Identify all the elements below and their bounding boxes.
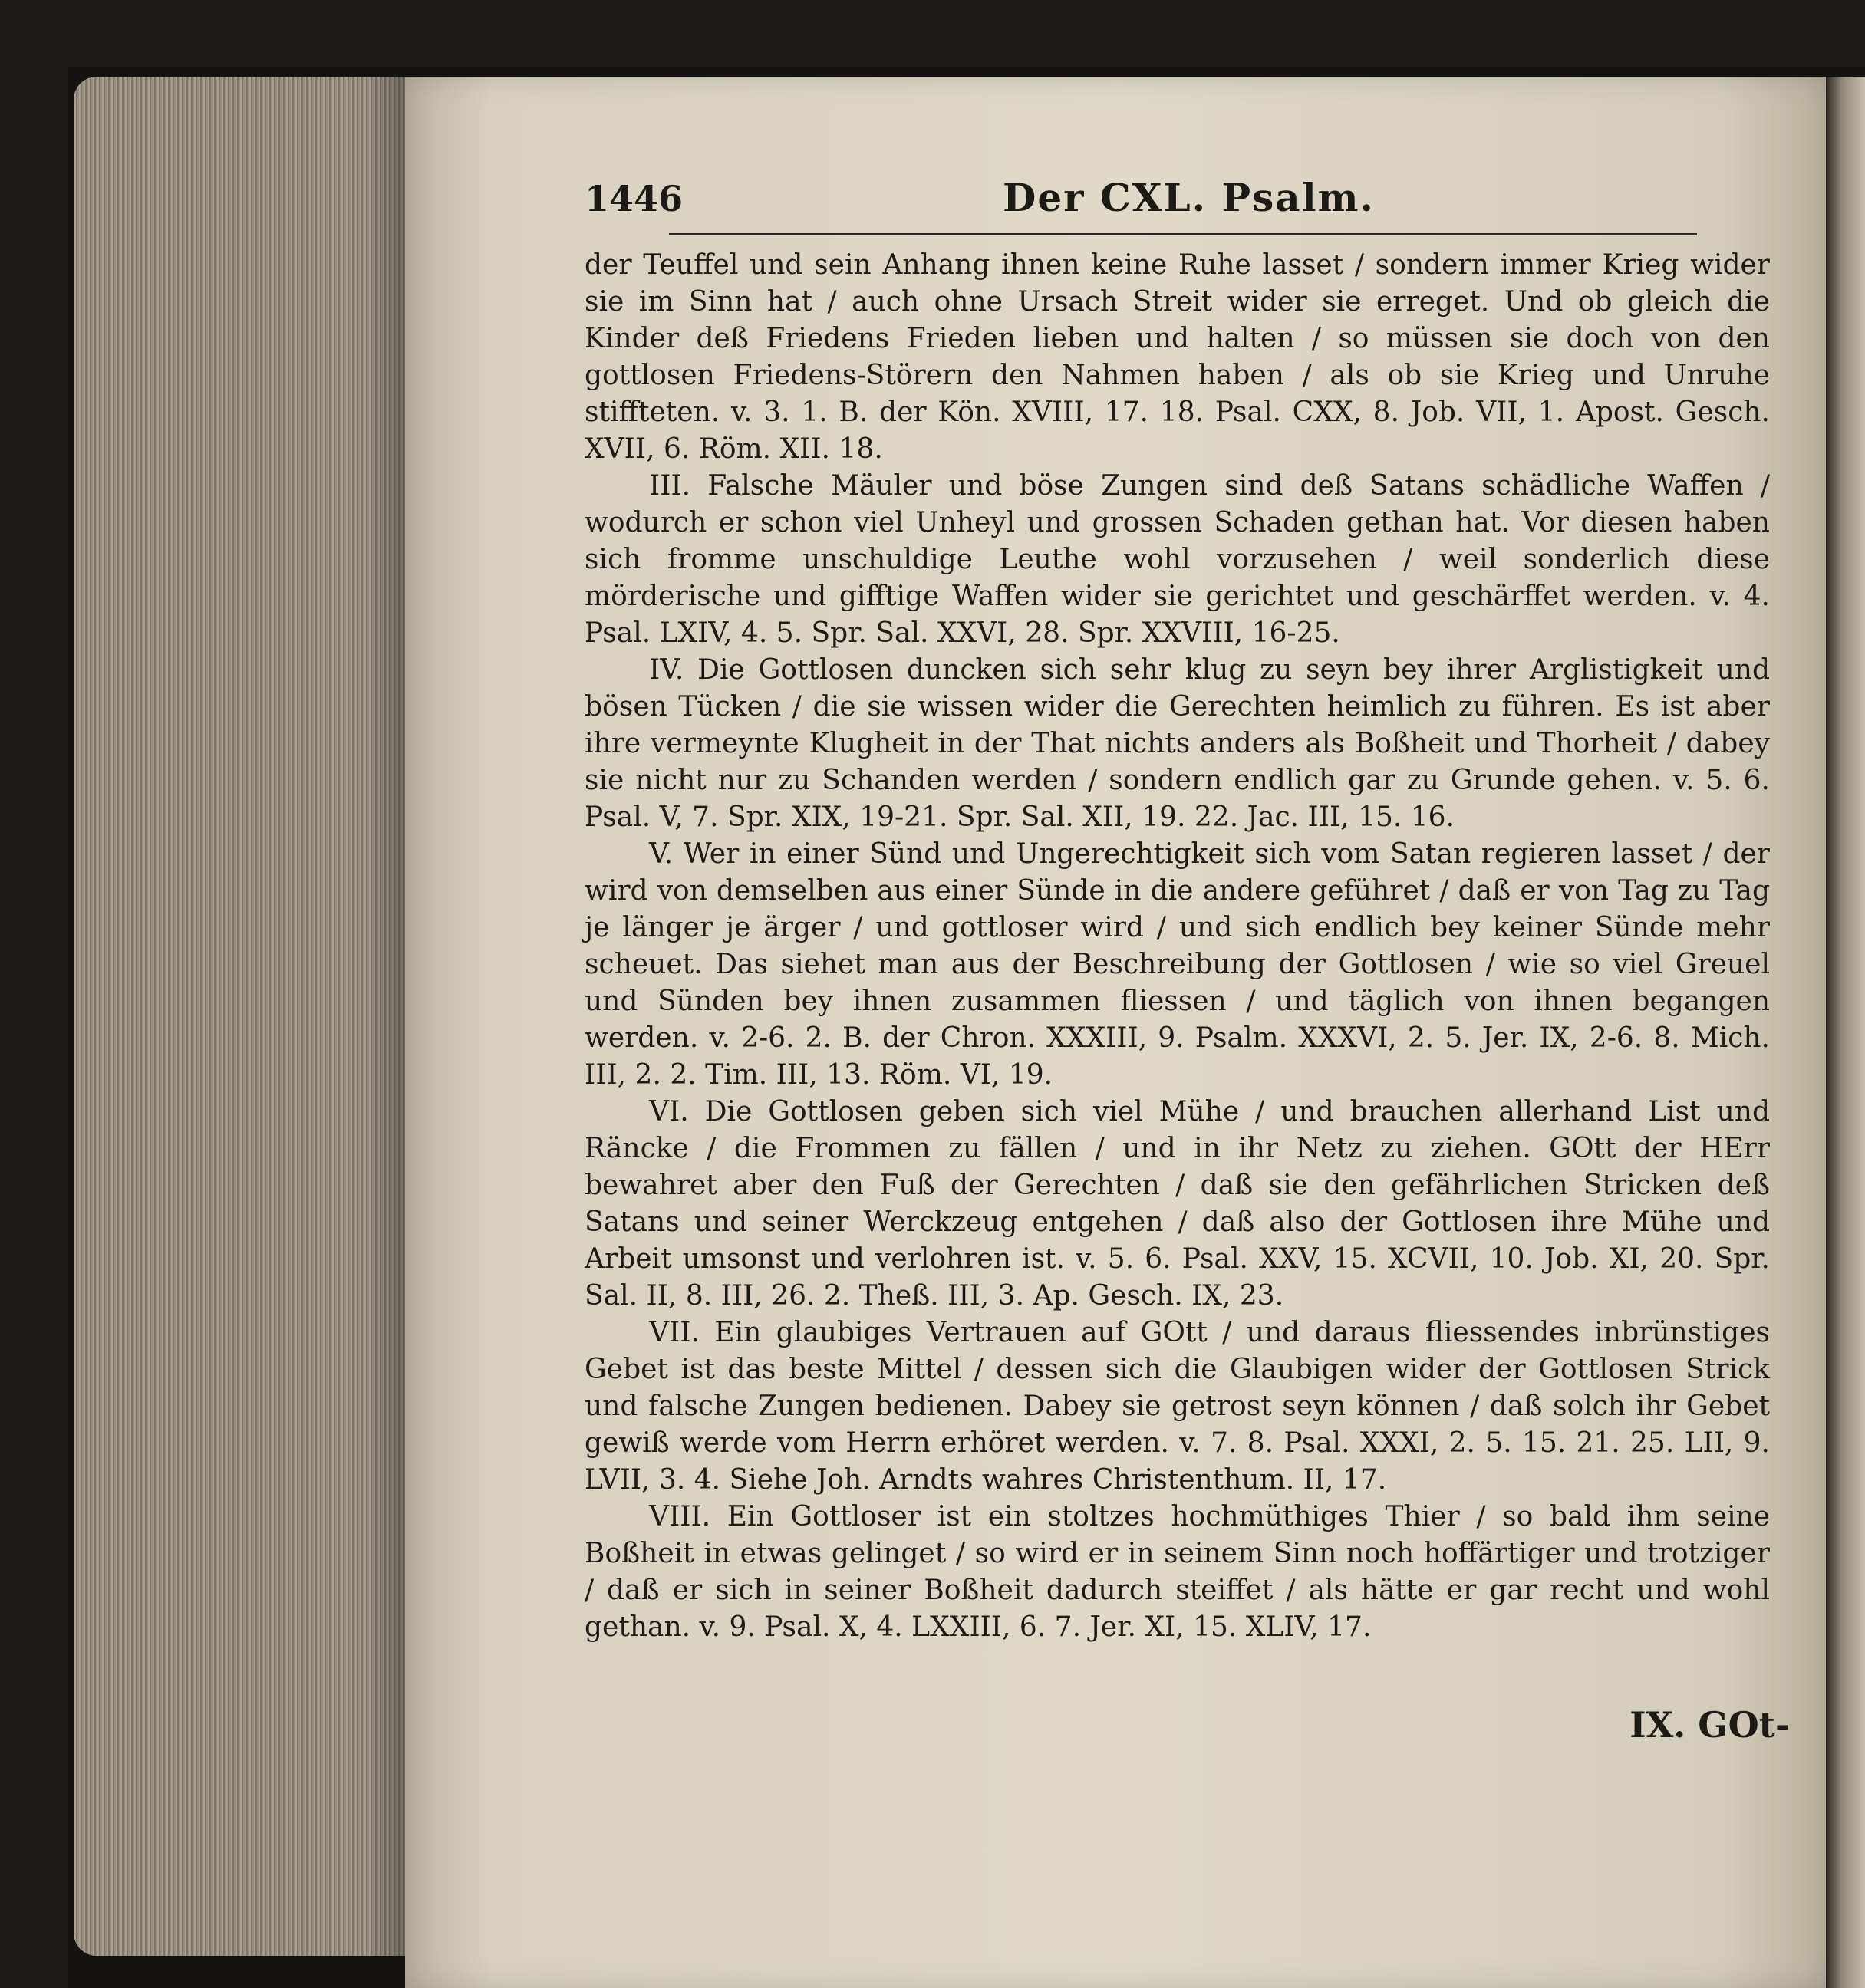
page-number: 1446 <box>585 178 684 219</box>
facing-page-edge <box>1826 77 1865 1988</box>
paragraph-iii: III. Falsche Mäuler und böse Zungen sind deß Satans schädliche Waffen / wodurch er schon viel Unheyl und grossen Schaden gethan hat. Vor diesen haben sich fromme unschuldige Leuthe wohl vorzusehen / weil sonderlich diese mörderische und gifftige Waffen wider sie gerichtet und geschärffet werden. v. 4. Psal. LXIV, 4. 5. Spr. Sal. XXVI, 28. Spr. XXVIII, 16-25. <box>585 470 1770 649</box>
paragraph-vi: VI. Die Gottlosen geben sich viel Mühe / und brauchen allerhand List und Räncke / die Frommen zu fällen / und in ihr Netz zu ziehen. GOtt der HErr bewahret aber den Fuß der Gerechten / daß sie den gefährlichen Stricken deß Satans und seiner Werckzeug entgehen / daß also der Gottlosen ihre Mühe und Arbeit umsonst und verlohren ist. v. 5. 6. Psal. XXV, 15. XCVII, 10. Job. XI, 20. Spr. Sal. II, 8. III, 26. 2. Theß. III, 3. Ap. Gesch. IX, 23. <box>585 1096 1770 1312</box>
paragraph-continuation: der Teuffel und sein Anhang ihnen keine Ruhe lasset / sondern immer Krieg wider sie im Sinn hat / auch ohne Ursach Streit wider sie erreget. Und ob gleich die Kinder deß Friedens Frieden lieben und halten / so müssen sie doch von den gottlosen Friedens-Störern den Nahmen haben / als ob sie Krieg und Unruhe stiffteten. v. 3. 1. B. der Kön. XVIII, 17. 18. Psal. CXX, 8. Job. VII, 1. Apost. Gesch. XVII, 6. Röm. XII. 18. <box>585 249 1770 465</box>
page-header <box>585 170 1766 232</box>
catchword: IX. GOt- <box>1629 1704 1790 1746</box>
header-rule <box>669 233 1697 235</box>
paragraph-vii: VII. Ein glaubiges Vertrauen auf GOtt / und daraus fliessendes inbrünstiges Gebet ist das beste Mittel / dessen sich die Glaubigen wider der Gottlosen Strick und falsche Zungen bedienen. Dabey sie getrost seyn können / daß solch ihr Gebet gewiß werde vom Herrn erhöret werden. v. 7. 8. Psal. XXXI, 2. 5. 15. 21. 25. LII, 9. LVII, 3. 4. Siehe Joh. Arndts wahres Christenthum. II, 17. <box>585 1317 1770 1496</box>
paragraph-viii: VIII. Ein Gottloser ist ein stoltzes hochmüthiges Thier / so bald ihm seine Boßheit in etwas gelinget / so wird er in seinem Sinn noch hoffärtiger und trotziger / daß er sich in seiner Boßheit dadurch steiffet / als hätte er gar recht und wohl gethan. v. 9. Psal. X, 4. LXXIII, 6. 7. Jer. XI, 15. XLIV, 17. <box>585 1501 1770 1643</box>
paragraph-v: V. Wer in einer Sünd und Ungerechtigkeit sich vom Satan regieren lasset / der wird von demselben aus einer Sünde in die andere geführet / daß er von Tag zu Tag je länger je ärger / und gottloser wird / und sich endlich bey keiner Sünde mehr scheuet. Das siehet man aus der Beschreibung der Gottlosen / wie so viel Greuel und Sünden bey ihnen zusammen fliessen / und täglich von ihnen begangen werden. v. 2-6. 2. B. der Chron. XXXIII, 9. Psalm. XXXVI, 2. 5. Jer. IX, 2-6. 8. Mich. III, 2. 2. Tim. III, 13. Röm. VI, 19. <box>585 838 1770 1091</box>
body-text <box>585 247 1770 1646</box>
paragraph-iv: IV. Die Gottlosen duncken sich sehr klug zu seyn bey ihrer Arglistigkeit und bösen Tücken / die sie wissen wider die Gerechten heimlich zu führen. Es ist aber ihre vermeynte Klugheit in der That nichts anders als Boßheit und Thorheit / dabey sie nicht nur zu Schanden werden / sondern endlich gar zu Grunde gehen. v. 5. 6. Psal. V, 7. Spr. XIX, 19-21. Spr. Sal. XII, 19. 22. Jac. III, 15. 16. <box>585 654 1770 833</box>
running-title: Der CXL. Psalm. <box>1003 175 1375 220</box>
page-edges <box>74 77 411 1956</box>
